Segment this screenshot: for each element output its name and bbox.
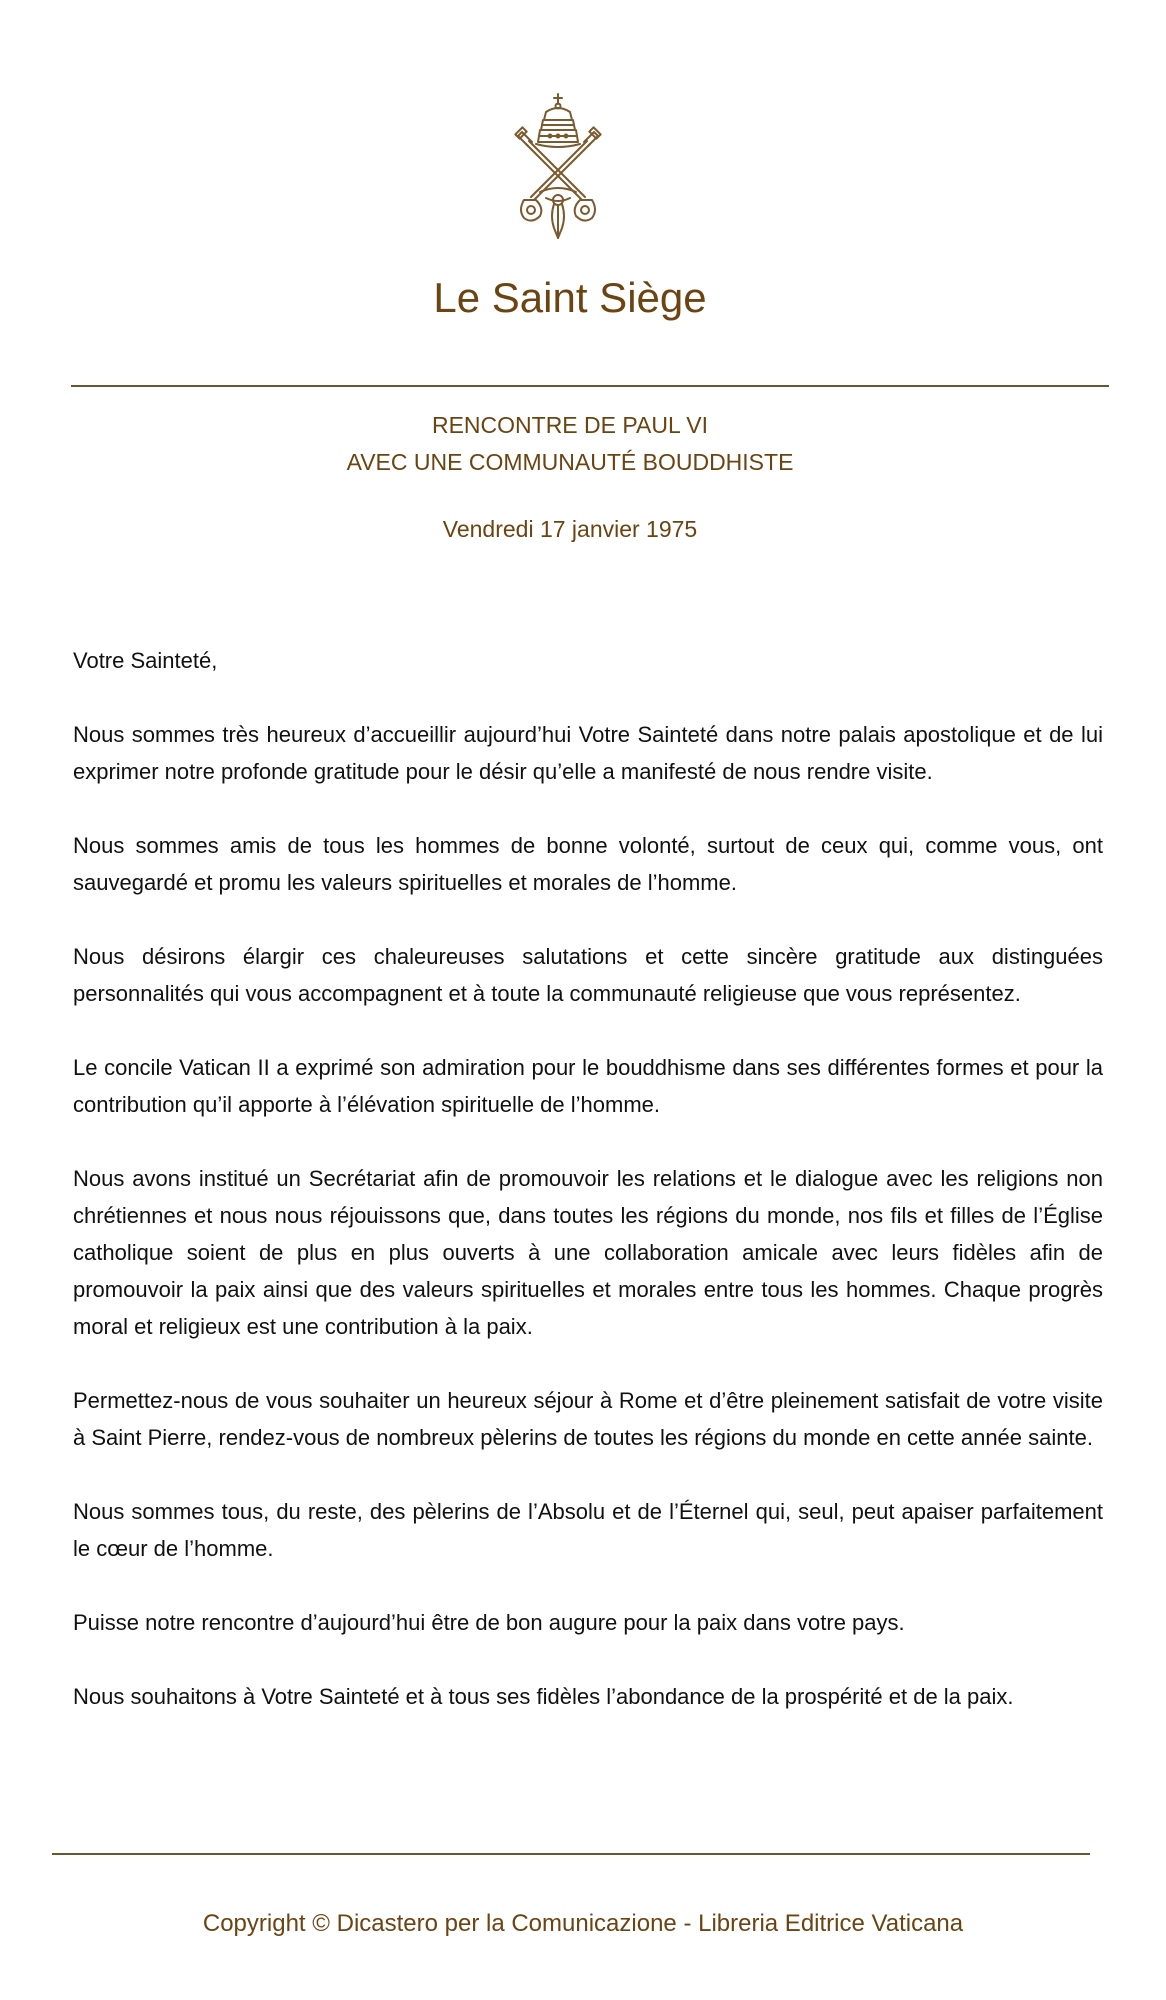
footer-divider bbox=[52, 1853, 1090, 1855]
document-title-line-1: RENCONTRE DE PAUL VI bbox=[431, 412, 709, 438]
paragraph: Puisse notre rencontre d’aujourd’hui être de bon augure pour la paix dans votre pays. bbox=[73, 1610, 905, 1635]
salutation: Votre Sainteté, bbox=[73, 648, 218, 673]
copyright-notice: Copyright © Dicastero per la Comunicazione - Libreria Editrice Vaticana bbox=[202, 1910, 964, 1937]
paragraph: Nous désirons élargir ces chaleureuses salutations et cette sincère gratitude aux distinguées personnalités qui vous accompagnent et à toute la communauté religieuse que vous représentez. bbox=[73, 944, 1103, 1006]
paragraph: Nous sommes tous, du reste, des pèlerins de l’Absolu et de l’Éternel qui, seul, peut apaiser parfaitement le cœur de l’homme. bbox=[73, 1499, 1103, 1561]
paragraph: Nous avons institué un Secrétariat afin de promouvoir les relations et le dialogue avec les religions non chrétiennes et nous nous réjouissons que, dans toutes les régions du monde, nos fils et filles de l’Église catholique soient de plus en plus ouverts à une collaboration amicale avec leurs fidèles afin de promouvoir la paix ainsi que des valeurs spirituelles et morales entre tous les hommes. Chaque progrès moral et religieux est une contribution à la paix. bbox=[73, 1166, 1103, 1339]
papal-keys-tiara-emblem-icon bbox=[510, 92, 606, 240]
paragraph: Nous souhaitons à Votre Sainteté et à tous ses fidèles l’abondance de la prospérité et de la paix. bbox=[73, 1684, 1014, 1709]
paragraph: Le concile Vatican II a exprimé son admiration pour le bouddhisme dans ses différentes formes et pour la contribution qu’il apporte à l’élévation spirituelle de l’homme. bbox=[73, 1055, 1103, 1117]
site-title[interactable]: Le Saint Siège bbox=[433, 274, 707, 321]
paragraph: Permettez-nous de vous souhaiter un heureux séjour à Rome et d’être pleinement satisfait de votre visite à Saint Pierre, rendez-vous de nombreux pèlerins de toutes les régions du monde en cette année sainte. bbox=[73, 1388, 1103, 1450]
document-title bbox=[0, 407, 1140, 481]
paragraph: Nous sommes très heureux d’accueillir aujourd’hui Votre Sainteté dans notre palais apostolique et de lui exprimer notre profonde gratitude pour le désir qu’elle a manifesté de nous rendre visite. bbox=[73, 722, 1103, 784]
document-title-line-2: AVEC UNE COMMUNAUTÉ BOUDDHISTE bbox=[346, 449, 794, 475]
document-body bbox=[73, 642, 1103, 1752]
document-date: Vendredi 17 janvier 1975 bbox=[442, 516, 698, 542]
header-divider bbox=[71, 385, 1109, 387]
paragraph: Nous sommes amis de tous les hommes de bonne volonté, surtout de ceux qui, comme vous, ont sauvegardé et promu les valeurs spirituelles et morales de l’homme. bbox=[73, 833, 1103, 895]
